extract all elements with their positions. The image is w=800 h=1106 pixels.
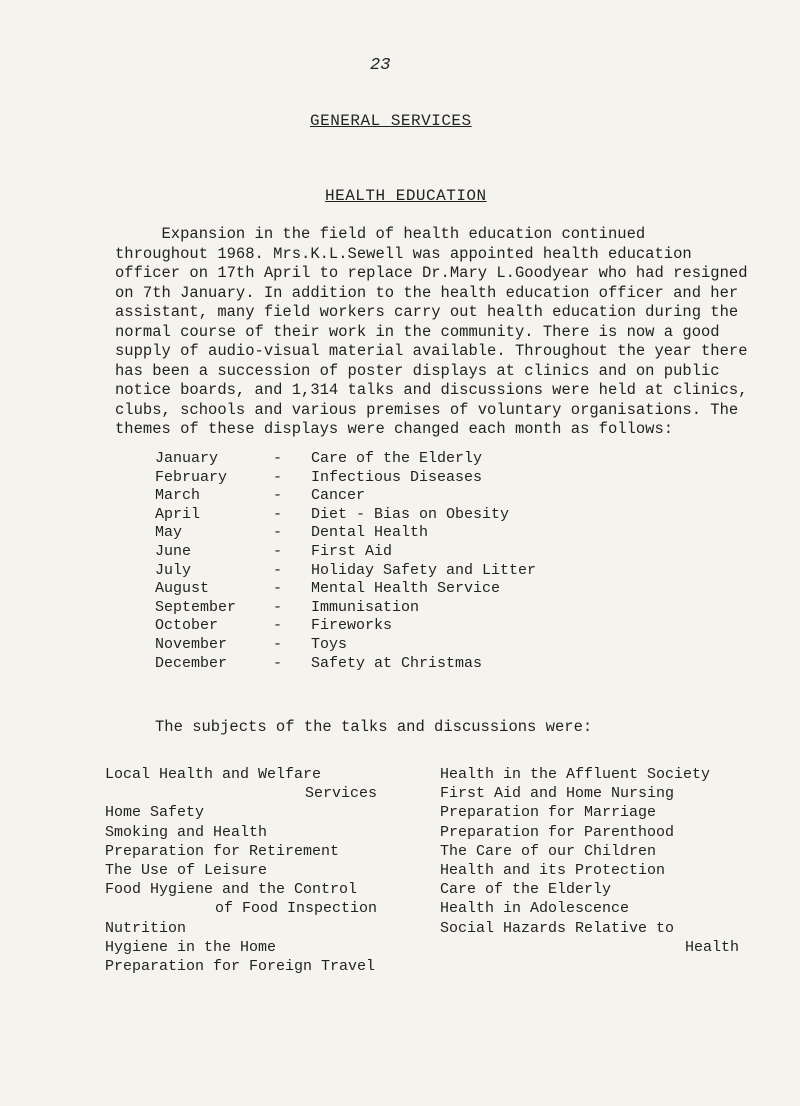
paragraph-line: throughout 1968. Mrs.K.L.Sewell was appointed health education — [115, 244, 692, 263]
subject-item: Health and its Protection — [440, 862, 666, 880]
theme-dash: - — [273, 561, 283, 579]
paragraph-line: officer on 17th April to replace Dr.Mary L.Goodyear who had resigned — [115, 264, 748, 282]
theme-text: Diet - Bias on Obesity — [311, 505, 510, 523]
theme-month: July — [155, 561, 192, 579]
theme-month: March — [155, 487, 201, 505]
subject-item: Social Hazards Relative to — [440, 919, 675, 937]
theme-month: October — [155, 617, 219, 635]
theme-month: April — [155, 505, 201, 523]
monthly-themes-list — [155, 450, 536, 673]
theme-dash: - — [273, 598, 283, 616]
theme-month: January — [155, 450, 219, 467]
subject-item: Care of the Elderly — [440, 881, 612, 899]
theme-row — [155, 469, 536, 488]
section-heading: GENERAL SERVICES — [310, 112, 472, 130]
theme-row — [155, 580, 536, 599]
subject-item: Preparation for Marriage — [440, 804, 657, 822]
theme-dash: - — [273, 617, 283, 635]
theme-row — [155, 599, 536, 618]
theme-dash: - — [273, 542, 283, 560]
theme-text: Immunisation — [311, 598, 420, 616]
subject-item: Health in Adolescence — [440, 900, 630, 918]
subjects-intro: The subjects of the talks and discussions were: — [155, 718, 593, 736]
paragraph-line: has been a succession of poster displays at clinics and on public — [115, 361, 720, 380]
theme-text: Dental Health — [311, 524, 429, 542]
subject-item-continuation: of Food Inspection — [215, 900, 378, 918]
theme-row — [155, 617, 536, 636]
theme-month: February — [155, 468, 228, 486]
theme-text: Holiday Safety and Litter — [311, 561, 537, 579]
theme-month: May — [155, 524, 183, 542]
subject-item: Local Health and Welfare — [105, 766, 322, 783]
subject-item: Preparation for Foreign Travel — [105, 958, 376, 976]
subject-item: Food Hygiene and the Control — [105, 881, 358, 899]
theme-text: Care of the Elderly — [311, 450, 483, 467]
theme-text: Mental Health Service — [311, 580, 501, 598]
subheading: HEALTH EDUCATION — [325, 187, 487, 205]
subject-item: The Care of our Children — [440, 842, 657, 860]
subject-item-continuation: Health — [685, 938, 740, 956]
theme-text: Safety at Christmas — [311, 654, 483, 672]
theme-dash: - — [273, 654, 283, 672]
subject-item-continuation: Services — [305, 785, 378, 803]
theme-row — [155, 450, 536, 469]
theme-row — [155, 655, 536, 674]
theme-text: Infectious Diseases — [311, 468, 483, 486]
subject-item: Home Safety — [105, 804, 205, 822]
paragraph-line: Expansion in the field of health education continued — [115, 225, 646, 243]
theme-text: First Aid — [311, 542, 393, 560]
subject-item: Preparation for Parenthood — [440, 823, 675, 841]
paragraph-line: notice boards, and 1,314 talks and discussions were held at clinics, — [115, 381, 748, 399]
theme-text: Cancer — [311, 487, 366, 505]
page-number: 23 — [370, 56, 391, 75]
theme-dash: - — [273, 450, 283, 467]
paragraph-line: themes of these displays were changed each month as follows: — [115, 420, 674, 438]
theme-text: Toys — [311, 635, 348, 653]
subject-item: Nutrition — [105, 919, 187, 937]
subject-item: Hygiene in the Home — [105, 938, 277, 956]
subjects-left-column — [105, 765, 435, 976]
paragraph-line: clubs, schools and various premises of voluntary organisations. The — [115, 400, 739, 419]
subject-item: The Use of Leisure — [105, 862, 268, 880]
theme-row — [155, 524, 536, 543]
theme-row — [155, 636, 536, 655]
intro-paragraph — [115, 225, 765, 440]
theme-row — [155, 487, 536, 506]
theme-month: December — [155, 654, 228, 672]
theme-dash: - — [273, 487, 283, 505]
theme-month: November — [155, 635, 228, 653]
theme-month: August — [155, 580, 210, 598]
subject-item: Health in the Affluent Society — [440, 766, 711, 783]
theme-row — [155, 543, 536, 562]
theme-month: September — [155, 598, 237, 616]
subject-item: Smoking and Health — [105, 823, 268, 841]
theme-dash: - — [273, 468, 283, 486]
paragraph-line: on 7th January. In addition to the health education officer and her — [115, 283, 739, 302]
theme-dash: - — [273, 635, 283, 653]
subject-item: Preparation for Retirement — [105, 842, 340, 860]
subjects-right-column — [440, 765, 770, 957]
theme-text: Fireworks — [311, 617, 393, 635]
subject-item: First Aid and Home Nursing — [440, 785, 675, 803]
theme-dash: - — [273, 505, 283, 523]
theme-month: June — [155, 542, 192, 560]
theme-dash: - — [273, 580, 283, 598]
theme-row — [155, 562, 536, 581]
theme-dash: - — [273, 524, 283, 542]
theme-row — [155, 506, 536, 525]
paragraph-line: normal course of their work in the community. There is now a good — [115, 322, 720, 341]
paragraph-line: assistant, many field workers carry out health education during the — [115, 303, 739, 321]
paragraph-line: supply of audio-visual material available. Throughout the year there — [115, 342, 748, 360]
